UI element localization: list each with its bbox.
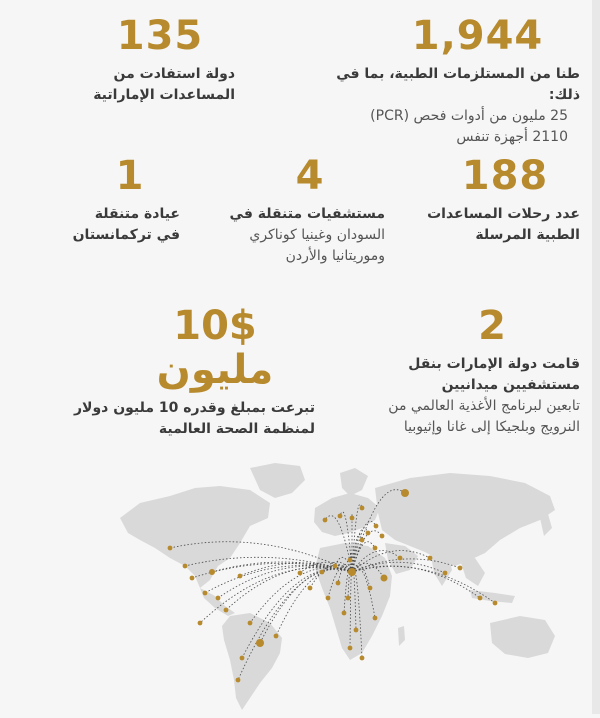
- destination-dot: [240, 656, 245, 661]
- destination-dot: [216, 596, 221, 601]
- stat-title: مستشفيات متنقلة في: [229, 206, 385, 222]
- destination-dot: [373, 616, 378, 621]
- stat-detail: تابعين لبرنامج الأغذية العالمي من: [388, 398, 580, 414]
- stat-who-donation: [60, 304, 315, 440]
- stat-number: 1: [115, 153, 145, 199]
- destination-dot: [224, 608, 229, 613]
- stat-detail: 2110 أجهزة تنفس: [456, 129, 568, 145]
- stat-number: 188: [461, 153, 549, 199]
- world-map-icon: [100, 448, 580, 714]
- destination-dot: [380, 534, 385, 539]
- destination-dot: [183, 564, 188, 569]
- destination-dot: [236, 678, 241, 683]
- destination-dot: [366, 531, 371, 536]
- destination-dot: [428, 556, 433, 561]
- world-map: [100, 448, 580, 714]
- destination-dot: [360, 656, 365, 661]
- stat-title-line: قامت دولة الإمارات بنقل: [408, 356, 580, 372]
- destination-dot: [342, 611, 347, 616]
- destination-dot: [274, 634, 279, 639]
- stat-number: 4: [295, 153, 325, 199]
- destination-dot: [203, 591, 208, 596]
- destination-dot: [190, 576, 195, 581]
- major-destination-dot: [256, 639, 264, 647]
- stat-title-line: في تركمانستان: [72, 227, 180, 243]
- destination-dot: [320, 570, 325, 575]
- stat-countries: [85, 14, 235, 106]
- stat-detail: النرويج وبلجيكا إلى غانا وإثيوبيا: [403, 419, 580, 435]
- stat-title: طنا من المستلزمات الطبية، بما في ذلك:: [336, 66, 580, 103]
- destination-dot: [360, 538, 365, 543]
- destination-dot: [368, 586, 373, 591]
- stat-title-line: عدد رحلات المساعدات: [427, 206, 580, 222]
- page-edge: [592, 0, 600, 714]
- destination-dot: [346, 596, 351, 601]
- stat-medical-supplies: [325, 14, 580, 148]
- stat-title-line: تبرعت بمبلغ وقدره 10 مليون دولار: [73, 400, 315, 416]
- destination-dot: [326, 596, 331, 601]
- stat-title-line: المساعدات الإماراتية: [93, 87, 235, 103]
- destination-dot: [348, 646, 353, 651]
- stat-field-hospitals: [345, 304, 580, 438]
- destination-dot: [493, 601, 498, 606]
- destination-dot: [248, 621, 253, 626]
- destination-dot: [168, 546, 173, 551]
- stat-title-line: لمنظمة الصحة العالمية: [158, 421, 315, 437]
- destination-dot: [350, 516, 355, 521]
- destination-dot: [398, 556, 403, 561]
- stat-title-line: عيادة متنقلة: [94, 206, 180, 222]
- destination-dot: [333, 564, 338, 569]
- destination-dot: [443, 571, 448, 576]
- map-land: [120, 463, 555, 710]
- destination-dot: [360, 506, 365, 511]
- destination-dot: [336, 581, 341, 586]
- destination-dot: [458, 566, 463, 571]
- stat-detail: السودان وغينيا كوناكري: [249, 227, 385, 243]
- destination-dot: [238, 574, 243, 579]
- destination-dot: [308, 586, 313, 591]
- stat-number: 1,944: [411, 13, 544, 59]
- stat-flights: [410, 154, 580, 246]
- stat-title-line: دولة استفادت من: [113, 66, 235, 82]
- stat-mobile-clinic: [60, 154, 180, 246]
- stat-number: 135: [116, 13, 204, 59]
- stat-detail: 25 مليون من أدوات فحص (PCR): [370, 108, 568, 124]
- stat-mobile-hospitals: [225, 154, 385, 267]
- stat-title-line: مستشفيين ميدانيين: [441, 377, 580, 393]
- major-destination-dot: [209, 569, 215, 575]
- destination-dot: [298, 571, 303, 576]
- destination-dot: [348, 558, 353, 563]
- stat-title-line: الطبية المرسلة: [475, 227, 580, 243]
- stat-number: 10$ مليون: [156, 303, 274, 393]
- destination-dot: [478, 596, 483, 601]
- destination-dot: [198, 621, 203, 626]
- stat-number: 2: [478, 303, 507, 349]
- major-destination-dot: [401, 489, 409, 497]
- destination-dot: [374, 524, 379, 529]
- destination-dot: [338, 514, 343, 519]
- major-destination-dot: [381, 575, 388, 582]
- destination-dot: [373, 546, 378, 551]
- destination-dot: [323, 518, 328, 523]
- stat-detail: وموريتانيا والأردن: [285, 248, 385, 264]
- destination-dot: [354, 628, 359, 633]
- major-destination-dot: [348, 568, 356, 576]
